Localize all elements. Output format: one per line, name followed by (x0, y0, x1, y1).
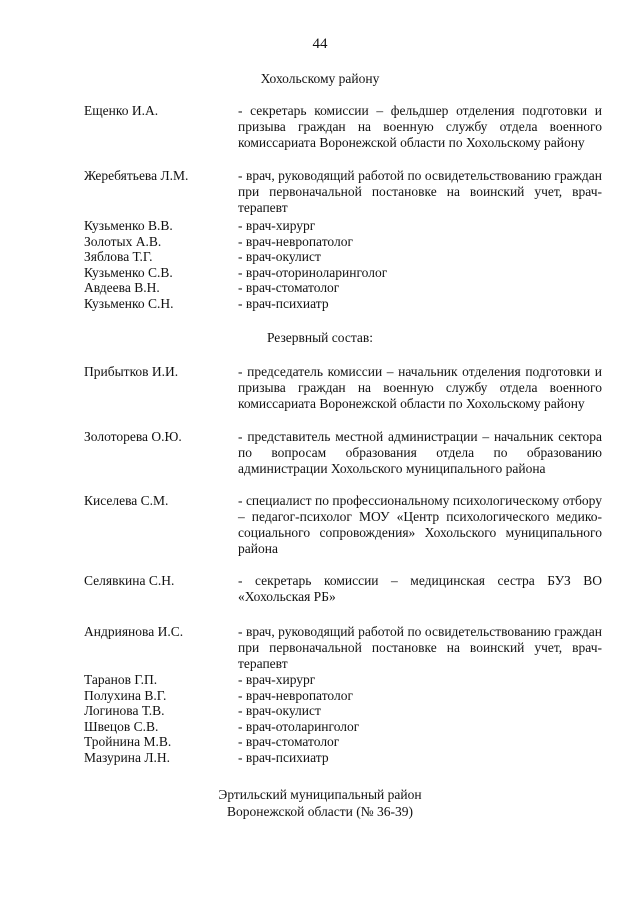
member-name: Ещенко И.А. (84, 103, 159, 118)
member-role: - врач, руководящий работой по освидетельствованию граждан при первоначальной постановке на воинский учет, врач-терапевт (238, 168, 602, 215)
member-name: Андриянова И.С. (84, 624, 184, 639)
doctor-role: - врач-окулист (238, 249, 321, 264)
doctor-name: Кузьменко В.В. (84, 218, 173, 233)
doctors-list (84, 218, 604, 311)
doctor-row (84, 234, 604, 250)
doctor-row (84, 734, 604, 750)
member-entry (84, 364, 604, 412)
doctor-role: - врач-хирург (238, 672, 316, 687)
next-district-heading (0, 786, 640, 820)
doctor-row (84, 750, 604, 766)
page-number: 44 (312, 36, 328, 52)
doctor-name: Зяблова Т.Г. (84, 249, 153, 264)
doctor-name: Кузьменко С.В. (84, 264, 173, 280)
member-entry (84, 573, 604, 605)
doctor-role: - врач-стоматолог (238, 734, 340, 749)
doctor-row (84, 672, 604, 688)
doctor-role: - врач-стоматолог (238, 280, 340, 295)
member-entry (84, 624, 604, 672)
member-role: - секретарь комиссии – фельдшер отделения подготовки и призыва граждан на военную службу отдела военного комиссариата Воронежской области по Хохольскому району (238, 103, 602, 150)
member-name: Золоторева О.Ю. (84, 429, 182, 444)
member-name: Жеребятьева Л.М. (84, 168, 189, 183)
doctor-name: Швецов С.В. (84, 718, 159, 734)
doctor-row (84, 218, 604, 234)
member-name: Селявкина С.Н. (84, 573, 175, 588)
member-entry (84, 493, 604, 557)
doctor-role: - врач-невропатолог (238, 687, 354, 703)
doctor-name: Кузьменко С.Н. (84, 295, 174, 311)
doctor-name: Таранов Г.П. (84, 672, 158, 687)
doctor-name: Тройнина М.В. (84, 734, 172, 749)
doctor-role: - врач-психиатр (238, 295, 329, 311)
member-name: Прибытков И.И. (84, 364, 179, 379)
member-name: Киселева С.М. (84, 493, 169, 508)
member-entry (84, 429, 604, 477)
district-heading: Хохольскому району (260, 71, 380, 86)
doctors-list (84, 672, 604, 765)
doctor-row (84, 296, 604, 312)
member-role: - представитель местной администрации – начальник сектора по вопросам образования отдела по образованию администрации Хохольского муниципального района (238, 429, 602, 476)
doctor-row (84, 249, 604, 265)
doctor-row (84, 703, 604, 719)
doctor-name: Мазурина Л.Н. (84, 749, 171, 765)
doctor-role: - врач-невропатолог (238, 233, 354, 249)
doctor-name: Авдеева В.Н. (84, 280, 160, 295)
doctor-row (84, 265, 604, 281)
doctor-role: - врач-отоларинголог (238, 718, 360, 734)
reserve-heading: Резервный состав: (266, 330, 374, 345)
doctor-row (84, 719, 604, 735)
doctor-role: - врач-оториноларинголог (238, 264, 388, 280)
doctor-name: Полухина В.Г. (84, 687, 167, 703)
member-entry (84, 103, 604, 151)
doctor-name: Логинова Т.В. (84, 703, 165, 718)
doctor-row (84, 688, 604, 704)
doctor-role: - врач-психиатр (238, 749, 329, 765)
doctor-role: - врач-хирург (238, 218, 316, 233)
doctor-role: - врач-окулист (238, 703, 321, 718)
member-role: - председатель комиссии – начальник отделения подготовки и призыва граждан на военную службу отдела военного комиссариата Воронежской области по Хохольскому району (238, 364, 602, 411)
doctor-row (84, 280, 604, 296)
member-role: - специалист по профессиональному психологическому отбору – педагог-психолог МОУ «Центр психологического медико-социального сопровождения» Хохольского муниципального района (238, 493, 602, 556)
next-district-line1: Эртильский муниципальный район (218, 787, 422, 802)
doctor-name: Золотых А.В. (84, 233, 162, 249)
member-entry (84, 168, 604, 216)
member-role: - врач, руководящий работой по освидетельствованию граждан при первоначальной постановке на воинский учет, врач-терапевт (238, 624, 602, 671)
member-role: - секретарь комиссии – медицинская сестра БУЗ ВО «Хохольская РБ» (238, 573, 602, 604)
next-district-line2: Воронежской области (№ 36-39) (226, 804, 413, 819)
